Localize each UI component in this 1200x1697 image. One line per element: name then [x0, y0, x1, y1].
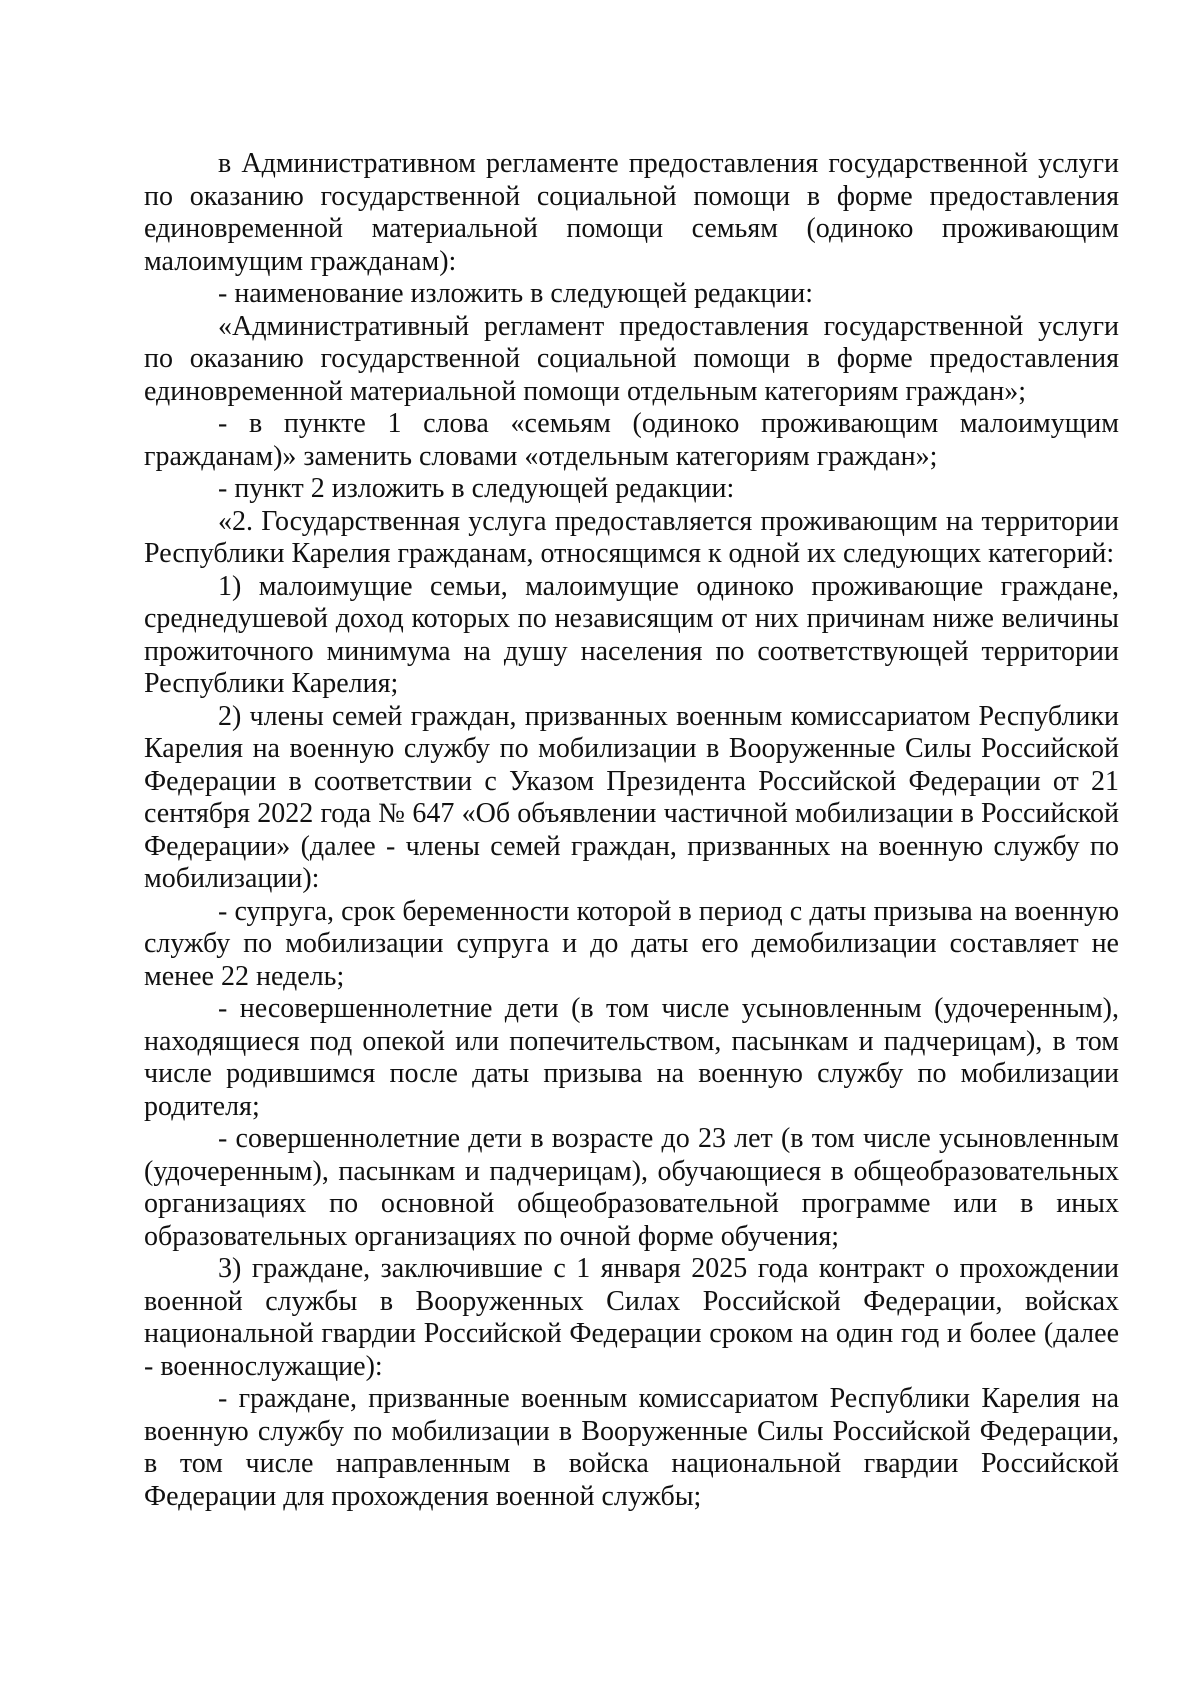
paragraph-spouse: - супруга, срок беременности которой в период с даты призыва на военную службу по мобилизации супруга и до даты его демобилизации составляет не менее 22 недель; [144, 895, 1119, 992]
paragraph-intro: в Административном регламенте предоставления государственной услуги по оказанию государственной социальной помощи в форме предоставления единовременной материальной помощи семьям (одиноко проживающим малоимущим гражданам): [144, 148, 1119, 277]
paragraph-category-3: 3) граждане, заключившие с 1 января 2025 года контракт о прохождении военной службы в Вооруженных Силах Российской Федерации, войсках национальной гвардии Российской Федерации сроком на один год и более (далее - военнослужащие): [144, 1253, 1119, 1382]
paragraph-clause-2-change: - пункт 2 изложить в следующей редакции: [218, 473, 735, 504]
paragraph-category-1: 1) малоимущие семьи, малоимущие одиноко проживающие граждане, среднедушевой доход которых по независящим от них причинам ниже величины прожиточного минимума на душу населения по соответствующей территории Республики Карелия; [144, 570, 1119, 699]
paragraph-category-2: 2) члены семей граждан, призванных военным комиссариатом Республики Карелия на военную службу по мобилизации в Вооруженные Силы Российской Федерации в соответствии с Указом Президента Российской Федерации от 21 сентября 2022 года № 647 «Об объявлении частичной мобилизации в Российской Федерации» (далее - члены семей граждан, призванных на военную службу по мобилизации): [144, 700, 1119, 894]
paragraph-new-title: «Административный регламент предоставления государственной услуги по оказанию государственной социальной помощи в форме предоставления единовременной материальной помощи отдельным категориям граждан»; [144, 310, 1119, 407]
paragraph-clause-2-text: «2. Государственная услуга предоставляется проживающим на территории Республики Карелия гражданам, относящимся к одной их следующих категорий: [144, 505, 1119, 569]
paragraph-minor-children: - несовершеннолетние дети (в том числе усыновленным (удочеренным), находящиеся под опекой или попечительством, пасынкам и падчерицам), в том числе родившимся после даты призыва на военную службу по мобилизации родителя; [144, 993, 1119, 1122]
document-body [144, 148, 1119, 1513]
paragraph-clause-1-change: - в пункте 1 слова «семьям (одиноко проживающим малоимущим гражданам)» заменить словами «отдельным категориям граждан»; [144, 408, 1119, 472]
paragraph-mobilized-citizens: - граждане, призванные военным комиссариатом Республики Карелия на военную службу по мобилизации в Вооруженные Силы Российской Федерации, в том числе направленным в войска национальной гвардии Российской Федерации для прохождения военной службы; [144, 1383, 1119, 1512]
paragraph-adult-children: - совершеннолетние дети в возрасте до 23 лет (в том числе усыновленным (удочеренным), пасынкам и падчерицам), обучающиеся в общеобразовательных организациях по основной общеобразовательной программе или в иных образовательных организациях по очной форме обучения; [144, 1123, 1119, 1252]
paragraph-title-change: - наименование изложить в следующей редакции: [218, 278, 814, 309]
